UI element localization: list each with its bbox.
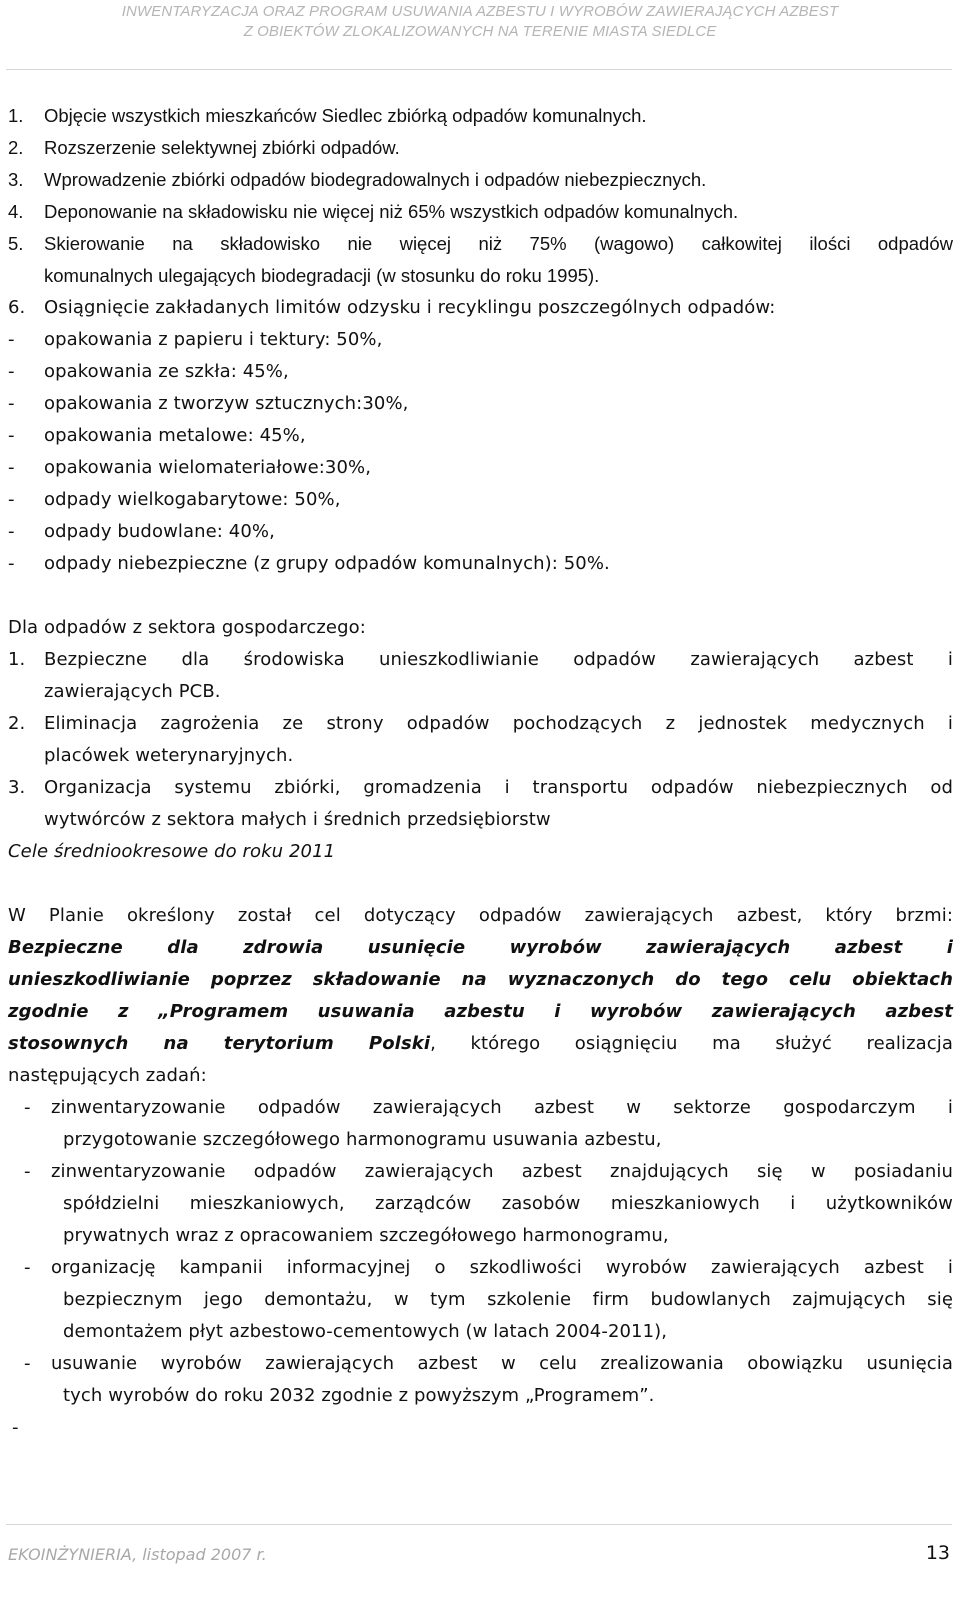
task-text: organizację kampanii informacyjnej o szkodliwości wyrobów zawierających azbest i	[51, 1257, 953, 1278]
list-number: 3.	[8, 169, 24, 190]
dash: -	[8, 329, 15, 350]
list-number: 5.	[8, 233, 24, 254]
list-item	[8, 228, 953, 260]
task-text: prywatnych wraz z opracowaniem szczegółowego harmonogramu,	[63, 1225, 669, 1246]
list-item	[8, 772, 953, 804]
dash: -	[8, 457, 15, 478]
dash: -	[8, 393, 15, 414]
limits-section	[8, 292, 953, 1444]
list-item-continuation	[8, 676, 953, 708]
plan-goal-end: stosownych na terytorium Polski	[8, 1033, 431, 1054]
task-item-continuation	[8, 1124, 953, 1156]
task-item-continuation	[8, 1284, 953, 1316]
list-number: 1.	[8, 649, 26, 670]
limit-text: opakowania wielomateriałowe:30%,	[44, 457, 372, 478]
list-item-continuation	[8, 260, 953, 292]
list-text: Organizacja systemu zbiórki, gromadzenia i transportu odpadów niebezpiecznych od	[44, 777, 953, 798]
document-header	[0, 0, 960, 42]
limit-item	[8, 420, 953, 452]
header-divider	[6, 69, 952, 70]
task-item	[8, 1156, 953, 1188]
list-number: 3.	[8, 777, 26, 798]
list-item	[8, 644, 953, 676]
list-number: 2.	[8, 137, 24, 158]
limit-item	[8, 452, 953, 484]
list-item-continuation	[8, 804, 953, 836]
limit-text: opakowania ze szkła: 45%,	[44, 361, 289, 382]
list-text: Skierowanie na składowisko nie więcej niż 75% (wagowo) całkowitej ilości odpadów	[44, 233, 953, 254]
page-content	[8, 100, 953, 1444]
task-text: demontażem płyt azbestowo-cementowych (w latach 2004-2011),	[63, 1321, 668, 1342]
dash: -	[24, 1097, 31, 1118]
task-item	[8, 1092, 953, 1124]
limit-text: opakowania z tworzyw sztucznych:30%,	[44, 393, 409, 414]
limit-text: odpady budowlane: 40%,	[44, 521, 275, 542]
tasks-list	[8, 1092, 953, 1444]
list-text: wytwórców z sektora małych i średnich przedsiębiorstw	[44, 809, 551, 830]
task-text: zinwentaryzowanie odpadów zawierających azbest w sektorze gospodarczym i	[51, 1097, 953, 1118]
list-text: komunalnych ulegających biodegradacji (w stosunku do roku 1995).	[44, 265, 600, 286]
list-text: Deponowanie na składowisku nie więcej niż 65% wszystkich odpadów komunalnych.	[44, 201, 739, 222]
limit-item	[8, 484, 953, 516]
dash: -	[8, 425, 15, 446]
list-number: 6.	[8, 297, 26, 318]
plan-goal-line: zgodnie z „Programem usuwania azbestu i wyrobów zawierających azbest	[8, 1001, 953, 1022]
task-item-continuation	[8, 1220, 953, 1252]
task-text: przygotowanie szczegółowego harmonogramu usuwania azbestu,	[63, 1129, 662, 1150]
footer-credit: EKOINŻYNIERIA, listopad 2007 r.	[8, 1545, 267, 1564]
limit-text: opakowania metalowe: 45%,	[44, 425, 306, 446]
task-item-empty	[8, 1412, 953, 1444]
limit-item	[8, 356, 953, 388]
task-text: usuwanie wyrobów zawierających azbest w celu zrealizowania obowiązku usunięcia	[51, 1353, 953, 1374]
dash: -	[24, 1257, 31, 1278]
list-text: Objęcie wszystkich mieszkańców Siedlec zbiórką odpadów komunalnych.	[44, 105, 647, 126]
task-item-continuation	[8, 1316, 953, 1348]
task-item-continuation	[8, 1188, 953, 1220]
list-number: 4.	[8, 201, 24, 222]
limit-item	[8, 324, 953, 356]
plan-goal-line	[8, 1028, 953, 1060]
limit-item	[8, 516, 953, 548]
limit-item	[8, 388, 953, 420]
task-item-continuation	[8, 1380, 953, 1412]
list-item	[8, 100, 953, 132]
list-item-continuation	[8, 740, 953, 772]
task-item	[8, 1348, 953, 1380]
list-text: Eliminacja zagrożenia ze strony odpadów pochodzących z jednostek medycznych i	[44, 713, 953, 734]
limit-text: opakowania z papieru i tektury: 50%,	[44, 329, 383, 350]
dash: -	[12, 1417, 19, 1438]
header-line-1: INWENTARYZACJA ORAZ PROGRAM USUWANIA AZBESTU I WYROBÓW ZAWIERAJĄCYCH AZBEST	[121, 3, 839, 20]
list-text: placówek weterynaryjnych.	[44, 745, 294, 766]
list-item	[8, 132, 953, 164]
list-text: Wprowadzenie zbiórki odpadów biodegradowalnych i odpadów niebezpiecznych.	[44, 169, 707, 190]
task-text: zinwentaryzowanie odpadów zawierających azbest znajdujących się w posiadaniu	[51, 1161, 953, 1182]
dash: -	[24, 1161, 31, 1182]
list-item	[8, 292, 953, 324]
list-item	[8, 196, 953, 228]
goals-list	[8, 100, 953, 292]
midterm-heading: Cele średniookresowe do roku 2011	[8, 841, 336, 862]
plan-goal-line: unieszkodliwianie poprzez składowanie na wyznaczonych do tego celu obiektach	[8, 969, 953, 990]
list-number: 2.	[8, 713, 26, 734]
plan-paragraph-line: W Planie określony został cel dotyczący odpadów zawierających azbest, który brzmi:	[8, 905, 953, 926]
limit-text: odpady wielkogabarytowe: 50%,	[44, 489, 341, 510]
list-number: 1.	[8, 105, 24, 126]
task-text: tych wyrobów do roku 2032 zgodnie z powyższym „Programem”.	[63, 1385, 655, 1406]
limit-item	[8, 548, 953, 580]
list-text: Osiągnięcie zakładanych limitów odzysku i recyklingu poszczególnych odpadów:	[44, 297, 776, 318]
list-text: zawierających PCB.	[44, 681, 221, 702]
limit-text: odpady niebezpieczne (z grupy odpadów komunalnych): 50%.	[44, 553, 610, 574]
dash: -	[8, 553, 15, 574]
list-text: Bezpieczne dla środowiska unieszkodliwianie odpadów zawierających azbest i	[44, 649, 953, 670]
list-item	[8, 708, 953, 740]
dash: -	[8, 521, 15, 542]
list-text: Rozszerzenie selektywnej zbiórki odpadów.	[44, 137, 400, 158]
dash: -	[8, 489, 15, 510]
dash: -	[8, 361, 15, 382]
task-item	[8, 1252, 953, 1284]
footer-divider	[6, 1524, 952, 1525]
plan-goal-line: Bezpieczne dla zdrowia usunięcie wyrobów zawierających azbest i	[8, 937, 953, 958]
page-number: 13	[925, 1542, 950, 1564]
sector-heading: Dla odpadów z sektora gospodarczego:	[8, 617, 366, 638]
task-text: spółdzielni mieszkaniowych, zarządców zasobów mieszkaniowych i użytkowników	[63, 1193, 953, 1214]
header-line-2: Z OBIEKTÓW ZLOKALIZOWANYCH NA TERENIE MIASTA SIEDLCE	[243, 23, 717, 40]
plan-paragraph-rest: , którego osiągnięciu ma służyć realizacja	[430, 1033, 953, 1054]
list-item	[8, 164, 953, 196]
plan-paragraph-line: następujących zadań:	[8, 1065, 207, 1086]
task-text: bezpiecznym jego demontażu, w tym szkolenie firm budowlanych zajmujących się	[63, 1289, 953, 1310]
dash: -	[24, 1353, 31, 1374]
